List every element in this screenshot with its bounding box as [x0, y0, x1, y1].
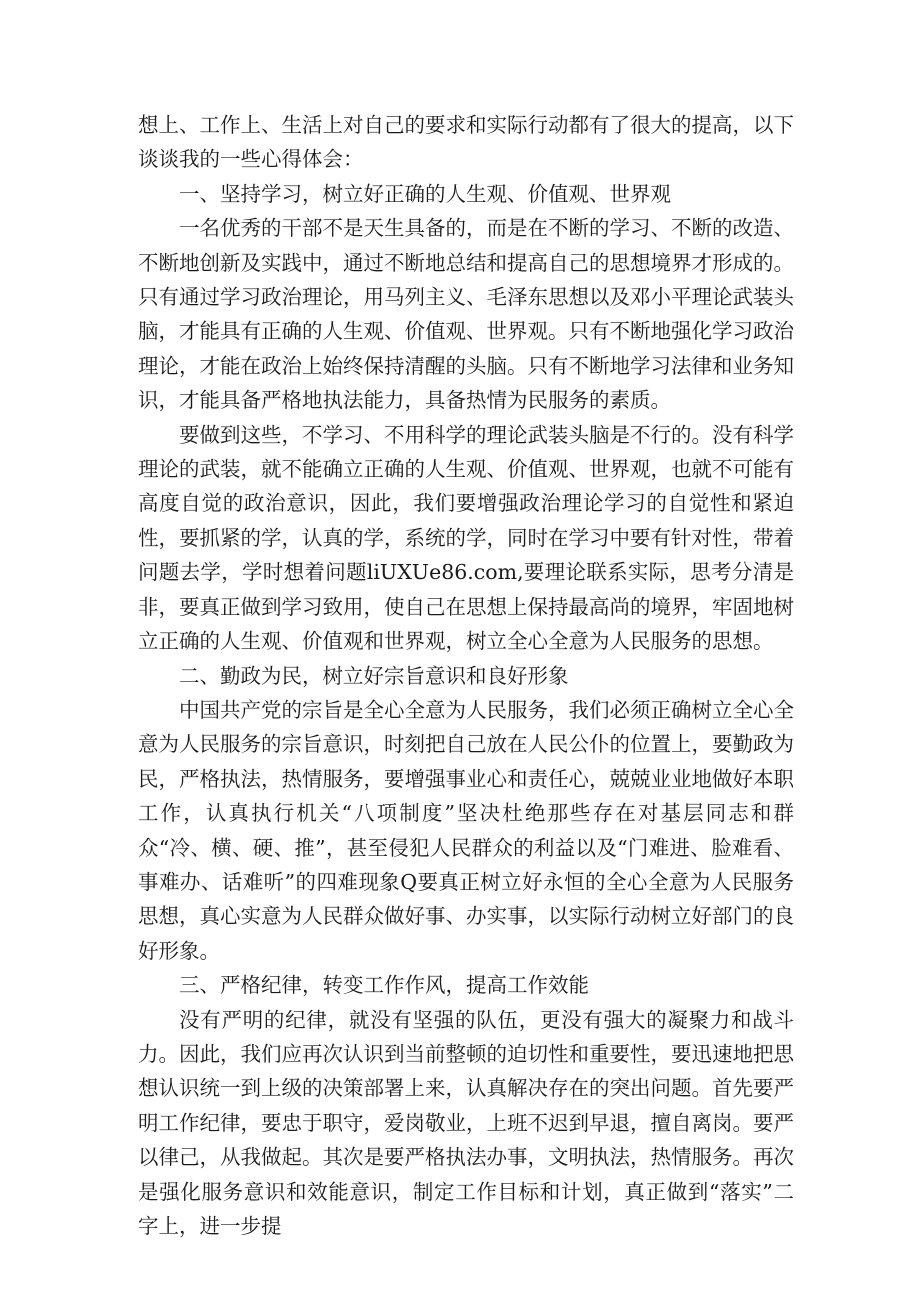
- paragraph: 一名优秀的干部不是天生具备的，而是在不断的学习、不断的改造、不断地创新及实践中，通过不断地总结和提高自己的思想境界才形成的。只有通过学习政治理论，用马列主义、毛泽东思想以及邓小平理论武装头脑，才能具有正确的人生观、价值观、世界观。只有不断地强化学习政治理论，才能在政治上始终保持清醒的头脑。只有不断地学习法律和业务知识，才能具备严格地执法能力，具备热情为民服务的素质。: [138, 216, 794, 413]
- section-heading-1: 一、坚持学习，树立好正确的人生观、价值观、世界观: [179, 181, 671, 206]
- paragraph: 要做到这些，不学习、不用科学的理论武装头脑是不行的。没有科学理论的武装，就不能确立正确的人生观、价值观、世界观，也就不可能有高度自觉的政治意识，因此，我们要增强政治理论学习的自觉性和紧迫性，要抓紧的学，认真的学，系统的学，同时在学习中要有针对性，带着问题去学，学时想着问题liUXUe86.com,要理论联系实际，思考分清是非，要真正做到学习致用，使自己在思想上保持最高尚的境界，牢固地树立正确的人生观、价值观和世界观，树立全心全意为人民服务的思想。: [138, 422, 794, 654]
- document-body: [138, 108, 794, 1243]
- section-heading-3: 三、严格纪律，转变工作作风，提高工作效能: [179, 973, 589, 998]
- section-heading-2: 二、勤政为民，树立好宗旨意识和良好形象: [179, 663, 569, 688]
- paragraph: 没有严明的纪律，就没有坚强的队伍，更没有强大的凝聚力和战斗力。因此，我们应再次认识到当前整顿的迫切性和重要性，要迅速地把思想认识统一到上级的决策部署上来，认真解决存在的突出问题。首先要严明工作纪律，要忠于职守，爱岗敬业，上班不迟到早退，擅自离岗。要严以律己，从我做起。其次是要严格执法办事，文明执法，热情服务。再次是强化服务意识和效能意识，制定工作目标和计划，真正做到“落实”二字上，进一步提: [138, 1007, 794, 1238]
- paragraph-continuation: 想上、工作上、生活上对自己的要求和实际行动都有了很大的提高，以下谈谈我的一些心得体会：: [138, 113, 794, 172]
- paragraph: 中国共产党的宗旨是全心全意为人民服务，我们必须正确树立全心全意为人民服务的宗旨意识，时刻把自己放在人民公仆的位置上，要勤政为民，严格执法，热情服务，要增强事业心和责任心，兢兢业业地做好本职工作，认真执行机关“八项制度”坚决杜绝那些存在对基层同志和群众“冷、横、硬、推”，甚至侵犯人民群众的利益以及“门难进、脸难看、事难办、话难听”的四难现象Q要真正树立好永恒的全心全意为人民服务思想，真心实意为人民群众做好事、办实事，以实际行动树立好部门的良好形象。: [138, 697, 794, 963]
